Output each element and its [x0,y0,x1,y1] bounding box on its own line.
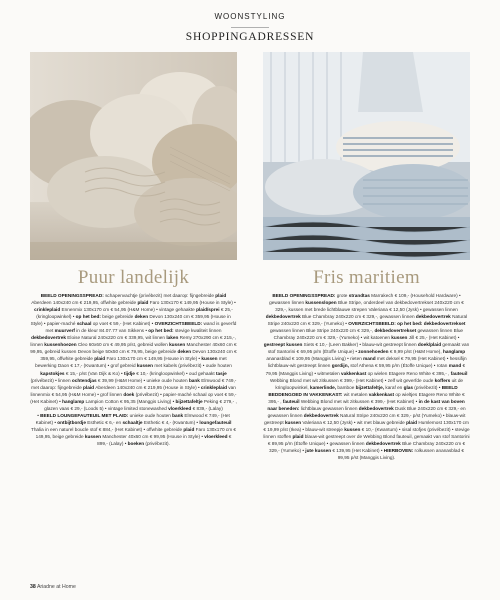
item-keyword: deken [177,349,193,355]
item-text: € 10,- (kringloopwinkel) • oud gehaakt [136,370,216,376]
item-text: Thalia in een naturel boucle stof € 884,- (Het Kabinet) • offwhite gebreide [30,426,184,432]
item-keyword: gestreept kussen [263,342,304,348]
item-keyword: schaaltje [122,419,144,425]
item-keyword: BEELD OPENINGSSPREAD: [272,293,337,298]
magazine-name: Ariadne at Home [36,584,76,590]
item-keyword: laken [166,335,180,341]
item-text: Marrakech € 109,- (Household Hardware) • gewassen linnen [269,293,461,306]
item-text: wand is geverfd met [45,321,237,334]
item-text: Dusk Blue 240x220 cm € 329,- en gewassen linnen [267,405,466,418]
item-text: Peking € 279,- , glazen vaas € 29,- (Loods 5) • vintage limited stonewashed [44,398,237,411]
page-header [0,6,500,43]
column-puur-landelijk [30,268,237,447]
item-keyword: dekbedovertrek [415,314,453,320]
item-keyword: ochtendjas [71,377,98,383]
item-text: (privébezit) • linnen [30,377,72,383]
item-keyword: schaal [76,321,93,327]
item-text: Eloise Natural 240x220 cm € 339,95, wit linnen [67,335,167,341]
item-keyword: in de kast van boven naar beneden: [267,398,465,411]
item-keyword: zonnehoeden [358,349,390,355]
item-keyword: plaid [406,419,419,425]
item-keyword: kussenhoezen [44,342,78,348]
item-keyword: deken [134,314,150,320]
item-keyword: kussen [201,356,219,362]
page-number: 38 [30,584,36,590]
item-text: grote [336,293,349,298]
item-text: (privébezit) • papier-maché schaal op voet € 59,- (Het Kabinet) • [30,391,237,404]
item-keyword: vakkenkast [368,391,396,397]
item-text: gewassen linnen Blue Chambray 240x220 cm € 329,- (Yumeko) • wit katoenen [273,328,464,341]
item-keyword: gordijn, [331,363,351,369]
item-text: Lampion Cotton € 95,35 (Manggis Living) • [85,398,176,404]
item-text: Elmwood € 749,- met daarop: fijngebreide [31,377,237,390]
shopping-list-right [263,292,470,461]
item-text: wit metalen [343,391,369,397]
item-text: Esthetic € 6,- en [87,419,123,425]
item-text: Manchester 40x60 cm € 99,95, gebreid kussen Devon beige 50x50 cm € 79,95, beige gebreide [30,342,237,355]
item-keyword: kussenslopen [305,300,338,306]
item-keyword: tasje [216,370,227,376]
item-keyword: glas [403,384,415,390]
kicker-divider [231,27,269,28]
item-text: in de kleur 84.07.77 van Sikkens • [76,328,149,334]
item-keyword: kussen [284,419,303,425]
item-text: met kabels (privébezit) • oude houten [154,363,232,369]
item-text: (privébezit). [145,440,170,446]
item-text: rolkussen ananasblad € 99,95 p/st (Manggis Living). [337,448,465,461]
item-text: unieke oude houten [129,412,173,418]
item-text: karaf en [385,384,404,390]
item-keyword: crinkleplaid [200,384,229,390]
paragraph [263,292,470,461]
item-keyword: OVERZICHTSBEELD: [154,321,204,327]
item-keyword: vloerkleed [168,405,193,411]
item-text: (privébezit) • [414,384,442,390]
item-keyword: op het bed: [75,314,103,320]
item-keyword: ontbijtbordje [57,419,88,425]
item-text: Aberdeen 140x240 cm € 219,95 (House in Style) • [95,384,201,390]
item-keyword: kapstokjes [40,370,66,376]
item-keyword: doek/plaid [417,342,443,348]
item-text: Blue Chambray 240x220 cm € 329,-, gewassen linnen [302,314,416,320]
item-keyword: BEELD OPENINGSSPREAD: [40,293,106,298]
item-keyword: vakkenkast [341,370,368,376]
item-keyword: plaid/sprei [196,307,221,313]
photo-pillows-rustic [30,52,237,260]
item-keyword: kussen [169,342,187,348]
item-keyword: BEELD LOUNGEFAUTEUIL MET PLAID: [40,412,130,418]
item-keyword: plaid [94,356,107,362]
item-text: ananasblad € 109,95 (Manggis Living) • rieten [266,356,364,362]
item-text: beige gebreide [102,314,135,320]
item-keyword: hanglamp [442,349,466,355]
item-text: Valeriana € 12,50 (Jysk) • wit met blauw gebreide [302,419,407,425]
item-text: lichtblauw gewassen linnen [300,405,359,411]
item-keyword: kussen [136,363,155,369]
item-keyword: op het bed: [148,328,175,334]
item-text: € 9,99 p/st (H&M Home), [389,349,443,355]
item-keyword: plaid [292,433,305,439]
item-text: • [37,412,41,418]
item-text: blauw-wit gestreept over de Webbing Blond fauteuil, gemaakt van stof Santorini € 89,95 p/m (Étoffe Unique) • gewassen linnen [267,433,470,446]
item-keyword: koffers [434,377,452,383]
item-keyword: kussen [391,335,409,341]
item-keyword: OVERZICHTSBEELD: op het bed: dekbedovertrekset [348,321,466,327]
item-keyword: kamerlinde, [310,384,338,390]
item-text: Faro 130x170 € 149,95 (House in Style) • [149,300,236,306]
item-text: Humlemost 130x170 cm € 19,99 p/st (Ikea) • blauw-wit streepje [263,419,469,432]
item-keyword: boeken [127,440,146,446]
item-text: schapenvachtje (privébezit) met daarop: fijngebreide [105,293,216,298]
page-footer [30,584,76,590]
item-keyword: dekbedovertrek [31,335,68,341]
item-keyword: dekbedovertrekset [374,328,418,334]
item-text: Siets € 10,- (Leen Bakker) • blauw-wit gestreept linnen [303,342,418,348]
item-text: € 25,- (kringloopwinkel) • [36,307,233,320]
item-text: Devon 130x240 cm € 359,95, offwhite gebreide [40,349,237,362]
paragraph [30,412,237,447]
item-keyword: kussen [344,426,362,432]
item-text: Faro 130x170 cm € 149,95, beige gebreide [35,426,237,439]
item-keyword: hanglamp [62,398,86,404]
item-keyword: mand [363,356,377,362]
item-text: van linnenmix € 54,95 (H&M Home) • grof linnen [30,384,236,397]
item-keyword: fauteuil [282,398,301,404]
item-keyword: HIERBOVEN: [383,448,415,454]
item-keyword: bijzettafeltje [175,398,204,404]
item-keyword: doek [123,391,136,397]
item-keyword: fauteuil [450,370,468,376]
item-keyword: crinkleplaid [34,307,62,313]
item-text: Ennenmix 130x170 cm € 54,95 (H&M Home) • vintage gehaakte [61,307,197,313]
item-text: op wielen Etagere Reno White € 395,- , [367,370,451,376]
item-text: Jill € 25,- (Het Kabinet) • [408,335,460,341]
item-text: gewassen linnen Blue Stripe 240x220 cm € 329,-, [269,328,375,334]
item-text: € 899,- (Lalay) • [97,433,232,446]
item-text: Remy 270x290 cm € 215,-, linnen [30,335,236,348]
item-keyword: bijzettafeltje, [355,384,386,390]
item-keyword: dekbedovertrek [303,412,341,418]
item-text: op wieltjes Etagere Reno White € 395,- , [268,391,465,404]
item-text: Blue Chambray 240x220 cm € 329,- (Yumeko) • [268,440,466,454]
item-text: stof Athena € 59,95 p/m (Étoffe Unique) • rotan [350,363,449,369]
item-text: Faro 130x170 cm € 149,95 (House in Style) • [106,356,202,362]
item-text: stevige kwaliteit linnen [174,328,222,334]
item-text: gemaakt van stof Santorini € 69,95 p/m (Étoffe Unique) • [267,342,470,355]
section-title-left: Puur landelijk [77,267,190,288]
item-keyword: mand [448,363,463,369]
item-keyword: kussen [84,433,103,439]
item-text: € 839,- (Lalay) [192,405,223,411]
section-kicker: WOONSTYLING [214,12,286,21]
photo-bed-maritime [263,52,470,260]
item-keyword: BEELD BEDDENGOED IN VAKKENKAST: [268,384,458,397]
item-text: Blue Stripe, onderdeel van dekbedovertrekset 240x220 cm € 329,-, kussen met brede lichtblauwe strepen Valeriana € 12,50 (Jysk) • gewassen linnen [275,300,464,313]
item-keyword: muurverf [54,328,77,334]
item-text: Aberdeen 140x240 cm € 219,95, offwhite gebreide [31,300,138,306]
item-text: met deksel € 79,95 (Het Kabinet) • hessifijn lichtblauw-wit gestreept linnen [267,356,467,369]
item-text: € 139,95 (Het Kabinet) • [332,448,384,454]
shopping-list-left [30,292,237,447]
item-text: op voet € 59,- (Het Kabinet) • [92,321,155,327]
item-text: € 79,95 (Manggis Living) • witmetalen [265,363,466,376]
item-keyword: vloerkleed [204,433,229,439]
item-keyword: tijdje [123,370,137,376]
paragraph [30,292,237,412]
item-keyword: loungefauteuil [199,419,232,425]
item-keyword: dekbedovertrek [365,440,403,446]
page-title: SHOPPINGADRESSEN [185,31,315,43]
item-text: uit de kringloopwinkel, [275,377,464,390]
item-text: Cleo 60x60 cm € 49,95 p/st, gebreid wollen [77,342,170,348]
item-keyword: jute kussen [305,448,333,454]
item-text: Webbing Blond met wit zitkussen € 399,- (Het Kabinet) • zelf wit geverfde oude [269,377,435,383]
item-text: € 10,- (Kwantum) • sisal stofjes (privébezit) • stevige linnen stoffen [263,426,470,439]
item-keyword: dekbedovertrek [358,405,396,411]
item-text: Webbing Blond met wit zitkussen € 399,- (Het Kabinet) • [300,398,419,404]
section-title-right: Fris maritiem [313,267,420,288]
item-keyword: plaid [137,300,150,306]
item-text: met bewerking Daon € 17,- (Kwantum) • grof gebreid [35,356,227,369]
item-text: Esthetic € 4,- (Kwantum) • [143,419,200,425]
item-text: € 15,- p/st (Van Dijk & Ko) • [65,370,124,376]
column-fris-maritiem [263,268,470,461]
photo-pillows-rustic-image [30,52,237,260]
item-text: Natural Stripe 240x220 cm € 329,- p/st (Yumeko) • blauw-wit gestreept [264,412,466,425]
item-keyword: strandtas [348,293,372,298]
item-keyword: dekbedovertrek [265,314,302,320]
photo-bed-maritime-image [263,52,470,260]
item-keyword: plaid [83,384,96,390]
item-text: € 39,99 (H&M Home) • unieke oude houten [97,377,189,383]
item-keyword: plaid [215,293,227,298]
item-text: Natural Stripe 240x220 cm € 329,- (Yumeko) • [267,314,468,327]
item-keyword: bank [188,377,202,383]
item-text: Devon 130x240 cm € 359,95 (House in Style) • papier-maché [30,314,231,327]
item-text: bamboe [337,384,356,390]
item-keyword: bank [172,412,185,418]
item-keyword: plaid [183,426,196,432]
item-text: Manchester 40x60 cm € 99,95 (House in Style) • [102,433,205,439]
item-text: Elmwood € 749,- (Het Kabinet) • [35,412,230,425]
